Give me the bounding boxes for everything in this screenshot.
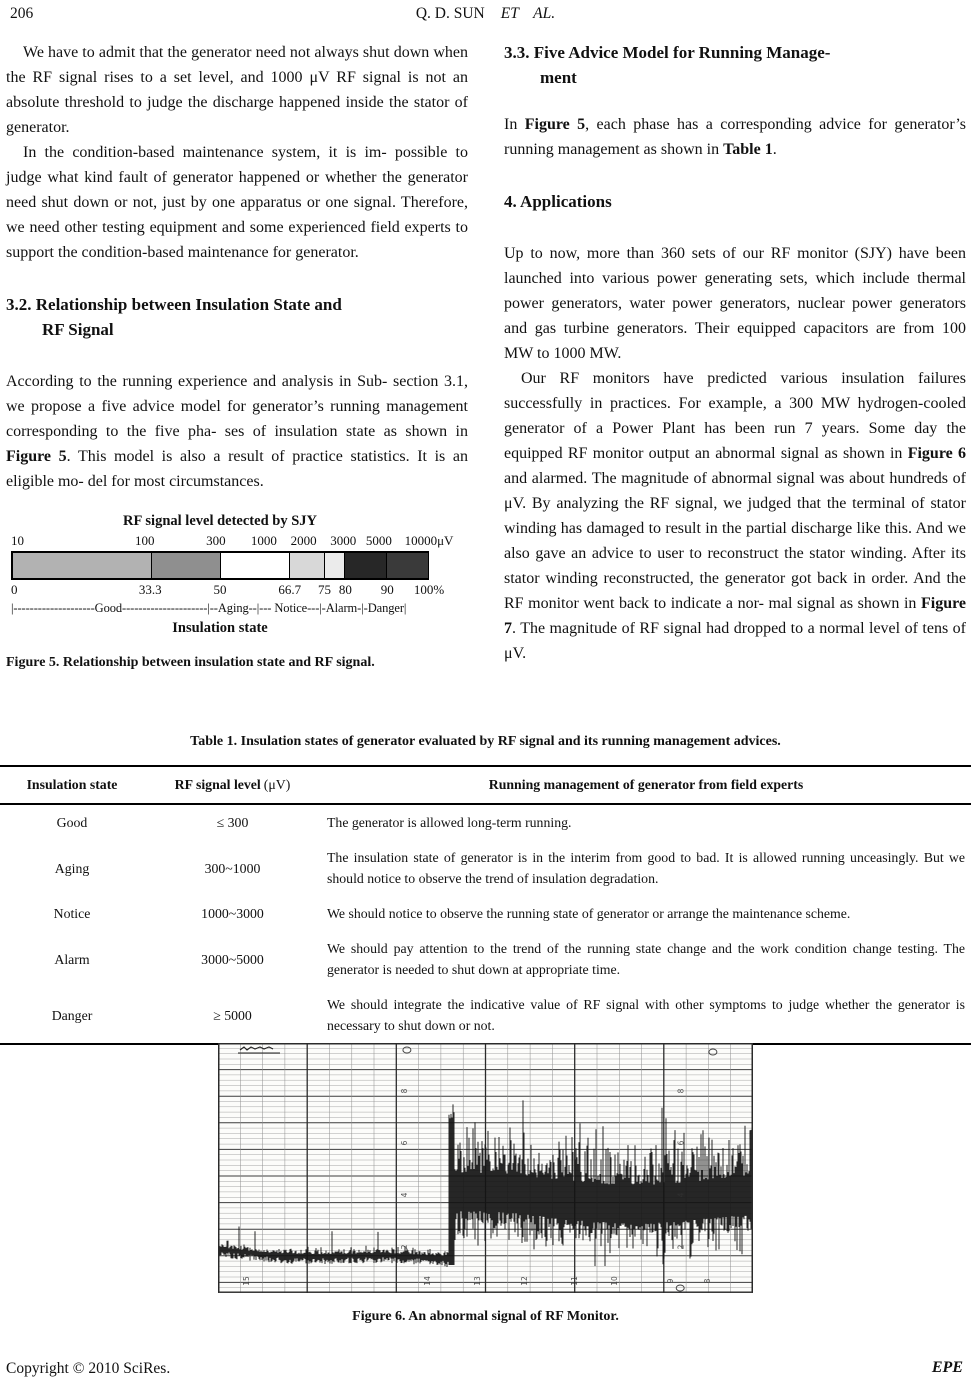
figure-reference: Figure 7 <box>504 595 966 637</box>
cell-level: ≥ 5000 <box>213 1007 252 1023</box>
section-heading-4: 4. Applications <box>504 192 612 211</box>
table1-title: Table 1. Insulation states of generator evaluated by RF signal and its running management advices. <box>190 734 781 749</box>
svg-text:15: 15 <box>242 1276 251 1286</box>
running-head <box>0 5 971 23</box>
column-header-insulation-state: Insulation state <box>0 766 144 804</box>
column-header-management: Running management of generator from field experts <box>321 766 971 804</box>
svg-text:6: 6 <box>399 1140 409 1146</box>
scale-tick-label: 300 <box>206 533 226 548</box>
figure5-plot <box>11 511 454 638</box>
figure5-bottom-scale <box>11 582 445 600</box>
table1-section <box>0 734 971 1045</box>
paragraph <box>6 369 468 494</box>
figure6-caption: Figure 6. An abnormal signal of RF Monitor. <box>352 1309 619 1324</box>
figure-reference: Figure 6 <box>907 445 966 462</box>
scale-tick-label: 1000 <box>250 533 277 548</box>
right-column <box>504 40 966 672</box>
figure-reference: Figure 5 <box>524 116 586 133</box>
heading-line: ment <box>540 68 577 87</box>
cell-level: 3000~5000 <box>201 951 264 967</box>
paragraph: Up to now, more than 360 sets of our RF monitor (SJY) have been launched into various power generating sets, which include thermal power generators, water power generators, nuclear power generators and gas turbine generators. Their equipped capacitors are from 100 MW to 1000 MW. <box>504 245 966 362</box>
scale-tick-label: 100 <box>135 533 155 548</box>
footer-journal: EPE <box>931 1359 963 1376</box>
page-number: 206 <box>10 5 34 22</box>
text-run: . <box>772 141 777 158</box>
cell-state: Alarm <box>54 951 90 967</box>
scale-tick-label: 3000 <box>330 533 357 548</box>
svg-text:4: 4 <box>399 1192 409 1198</box>
svg-text:8: 8 <box>399 1088 409 1094</box>
table-row <box>0 987 971 1044</box>
svg-text:2: 2 <box>399 1244 409 1250</box>
cell-advice: The generator is allowed long-term running. <box>327 815 572 830</box>
table-reference: Table 1 <box>723 141 773 158</box>
svg-text:8: 8 <box>676 1088 686 1094</box>
scale-tick-label: 10000μV <box>404 533 454 548</box>
heading-line: 3.3. Five Advice Model for Running Manage- <box>504 43 831 62</box>
cell-advice: We should pay attention to the trend of the running state change and the work condition change testing. The generator is needed to shut down at appropriate time. <box>327 941 965 977</box>
figure5-top-scale <box>11 533 454 551</box>
figure-reference: Figure 5 <box>6 448 67 465</box>
text-run: In <box>504 116 525 133</box>
figure5-bar <box>11 551 429 580</box>
svg-text:9: 9 <box>665 1278 675 1284</box>
text-run: Our RF monitors have predicted various insulation failures successfully in practices. For example, a 300 MW hydrogen-cooled generator of a Power Plant has been run 7 years. Some day the equipped RF monitor output an abnormal signal as shown in <box>504 370 966 462</box>
cell-level: 1000~3000 <box>201 906 264 921</box>
cell-advice: We should integrate the indicative value of RF signal with other symptoms to judge whether the generator is necessary to shut down or not. <box>327 997 965 1033</box>
scale-tick-label: 50 <box>213 582 227 597</box>
table-row <box>0 840 971 896</box>
cell-level: ≤ 300 <box>216 815 249 830</box>
insulation-bar-segment <box>324 553 346 578</box>
svg-text:2: 2 <box>676 1244 686 1250</box>
cell-state: Good <box>56 815 88 830</box>
svg-text:6: 6 <box>676 1140 686 1146</box>
section-heading-3-3 <box>504 40 966 90</box>
insulation-bar-segment <box>344 553 386 578</box>
table-row <box>0 931 971 987</box>
scale-tick-label: 80 <box>338 582 352 597</box>
left-column <box>6 40 468 672</box>
text-run: and alarmed. The magnitude of abnormal signal was about hundreds of μV. By analyzing the RF signal, we judged that the terminal of stator winding has damaged to result in the partial discharge like this. And we also gave an advice to user to reconstruct the stator winding. After its stator winding reconstructed, the generator got back in order. And the RF monitor went back to indicate a nor- mal signal as shown in <box>504 470 966 612</box>
table-header-row <box>0 766 971 804</box>
cell-advice: We should notice to observe the running state of generator or arrange the maintenance scheme. <box>327 906 851 921</box>
cell-advice: The insulation state of generator is in the interim from good to bad. It is allowed running unceasingly. But we should notice to observe the trend of insulation degradation. <box>327 850 965 886</box>
table1 <box>0 765 971 1045</box>
scale-tick-label: 33.3 <box>138 582 162 597</box>
scale-tick-label: 0 <box>11 582 18 597</box>
footer-copyright: Copyright © 2010 SciRes. <box>6 1360 171 1377</box>
running-head-etal: ET AL. <box>500 5 556 22</box>
table-row <box>0 896 971 931</box>
heading-line: RF Signal <box>42 320 114 339</box>
scan-scribble <box>238 1047 280 1053</box>
figure5-title: RF signal level detected by SJY <box>123 513 317 529</box>
text-run: . This model is also a result of practice statistics. It is an eligible mo- del for most circumstances. <box>6 448 468 490</box>
rf-monitor-chart <box>0 1043 971 1298</box>
scale-tick-label: 5000 <box>365 533 392 548</box>
paper-mark <box>709 1049 717 1055</box>
svg-text:11: 11 <box>570 1276 579 1286</box>
insulation-bar-segment <box>151 553 221 578</box>
svg-text:14: 14 <box>422 1276 432 1286</box>
running-head-author: Q. D. SUN <box>415 5 485 22</box>
heading-line: 3.2. Relationship between Insulation State and <box>6 295 342 314</box>
text-run: RF signal level <box>174 777 261 792</box>
column-header-rf-level <box>144 766 321 804</box>
paragraph <box>504 366 966 666</box>
svg-text:4: 4 <box>676 1192 686 1198</box>
scale-tick-label: 90 <box>380 582 394 597</box>
text-run: (μV) <box>263 777 291 792</box>
svg-text:10: 10 <box>610 1276 620 1286</box>
paper-mark <box>403 1047 411 1053</box>
cell-state: Danger <box>51 1007 93 1023</box>
scale-tick-label: 2000 <box>290 533 317 548</box>
svg-text:13: 13 <box>473 1276 483 1286</box>
insulation-bar-segment <box>386 553 428 578</box>
paper-mark <box>676 1285 684 1291</box>
insulation-bar-segment <box>13 553 151 578</box>
paragraph: We have to admit that the generator need not always shut down when the RF signal rises to a set level, and 1000 μV RF signal is not an absolute threshold to judge the discharge happened inside the stator of generator. <box>6 44 468 136</box>
cell-state: Notice <box>53 906 91 921</box>
table-row <box>0 804 971 840</box>
two-column-body <box>6 40 966 672</box>
text-run: . The magnitude of RF signal had dropped to a normal level of tens of μV. <box>504 620 966 662</box>
figure5-caption: Figure 5. Relationship between insulation state and RF signal. <box>6 655 375 670</box>
figure6 <box>0 1043 971 1325</box>
insulation-bar-segment <box>220 553 290 578</box>
svg-text:8: 8 <box>703 1278 713 1284</box>
paragraph: In the condition-based maintenance system, it is im- possible to judge what kind fault of generator happened or whether the generator need shut down or not, just by one apparatus or one signal. Therefore, we need other testing equipment and some experienced field experts to support the condition-based maintenance for generator. <box>6 144 468 261</box>
svg-text:12: 12 <box>520 1276 530 1286</box>
scale-tick-label: 10 <box>11 533 24 548</box>
figure5-state-line: |--------------------Good---------------------|--Aging--|--- Notice---|-Alarm-|-Danger| <box>11 601 407 615</box>
figure5-axis-label: Insulation state <box>172 620 268 636</box>
text-run: According to the running experience and analysis in Sub- section 3.1, we propose a five advice model for generator’s running management corresponding to the five pha- ses of insulation state as shown in <box>6 373 468 440</box>
figure6-scan <box>218 1043 753 1293</box>
scale-tick-label: 75 <box>318 582 331 597</box>
insulation-bar-segment <box>289 553 324 578</box>
text-run: , each phase has a corresponding advice for generator’s running management as shown in <box>504 116 967 158</box>
scale-tick-label: 100% <box>413 582 445 597</box>
scale-tick-label: 66.7 <box>278 582 302 597</box>
cell-state: Aging <box>54 860 90 876</box>
section-heading-3-2 <box>6 292 468 342</box>
paragraph <box>504 112 966 162</box>
cell-level: 300~1000 <box>204 860 261 876</box>
figure5 <box>6 511 452 672</box>
